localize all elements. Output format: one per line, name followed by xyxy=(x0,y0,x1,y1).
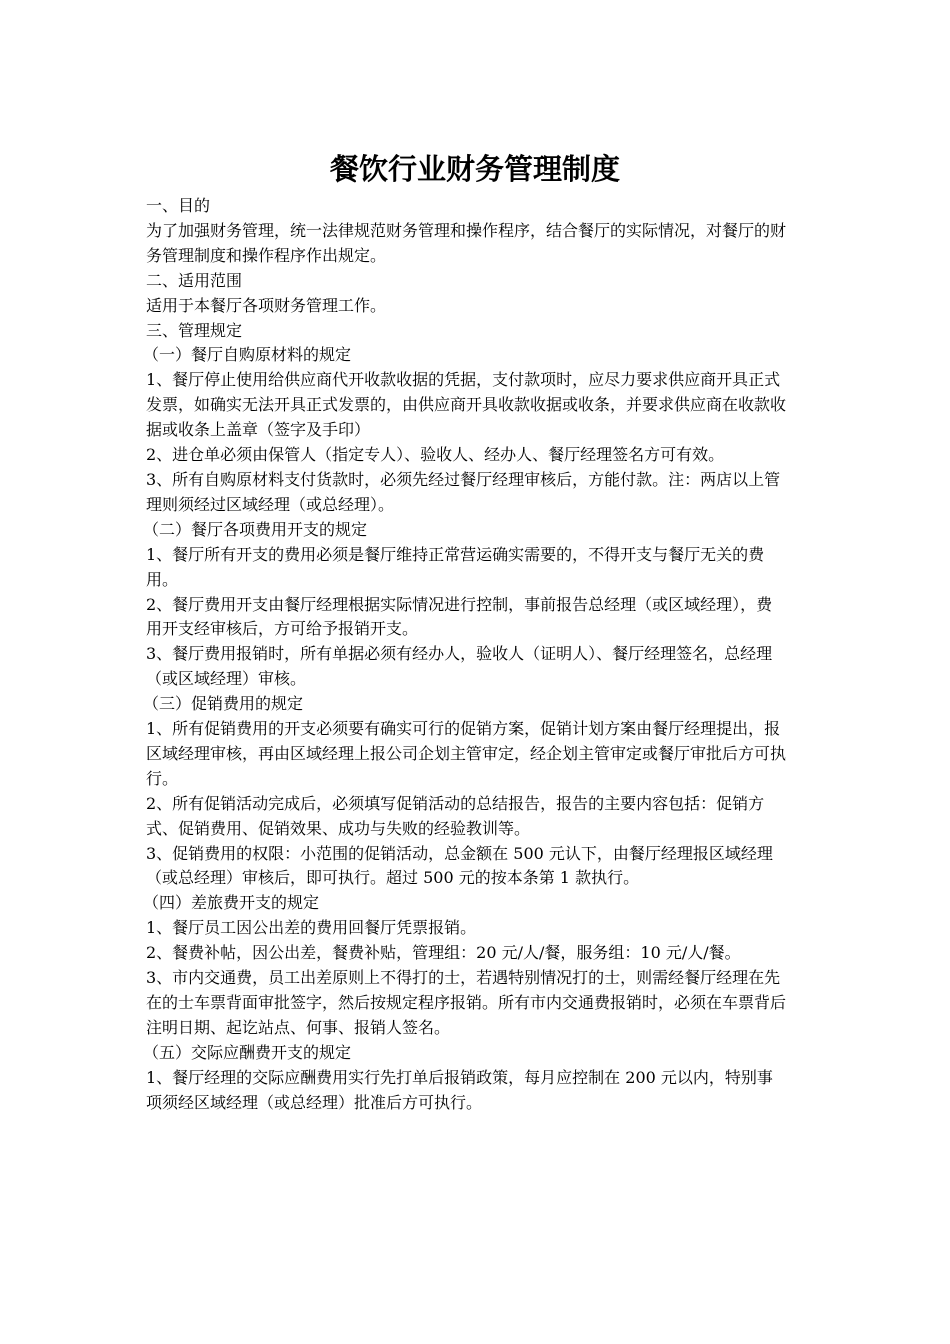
paragraph: 1、餐厅员工因公出差的费用回餐厅凭票报销。 xyxy=(146,918,477,938)
paragraph: 1、所有促销费用的开支必须要有确实可行的促销方案，促销计划方案由餐厅经理提出，报区域经理审核，再由区域经理上报公司企划主管审定，经企划主管审定或餐厅审批后方可执行。 xyxy=(146,719,787,788)
paragraph: 3、所有自购原材料支付货款时，必须先经过餐厅经理审核后，方能付款。注：两店以上管理则须经过区域经理（或总经理）。 xyxy=(146,469,781,514)
document-body xyxy=(143,194,788,1116)
document-title: 餐饮行业财务管理制度 xyxy=(329,152,620,186)
subsection-heading: （四）差旅费开支的规定 xyxy=(143,893,320,913)
section-heading: 一、目的 xyxy=(146,196,211,215)
paragraph: 适用于本餐厅各项财务管理工作。 xyxy=(146,295,387,315)
section-heading: 三、管理规定 xyxy=(146,320,243,340)
paragraph: 为了加强财务管理，统一法律规范财务管理和操作程序，结合餐厅的实际情况，对餐厅的财务管理制度和操作程序作出规定。 xyxy=(146,220,787,265)
paragraph: 1、餐厅经理的交际应酬费用实行先打单后报销政策，每月应控制在 200 元以内，特别事项须经区域经理（或总经理）批准后方可执行。 xyxy=(146,1067,773,1112)
paragraph: 2、餐厅费用开支由餐厅经理根据实际情况进行控制，事前报告总经理（或区域经理），费用开支经审核后，方可给予报销开支。 xyxy=(146,594,773,639)
paragraph: 3、市内交通费，员工出差原则上不得打的士，若遇特别情况打的士，则需经餐厅经理在先在的士车票背面审批签字，然后按规定程序报销。所有市内交通费报销时，必须在车票背后注明日期、起讫站点、何事、报销人签名。 xyxy=(146,968,787,1037)
section-heading: 二、适用范围 xyxy=(146,270,243,290)
paragraph: 1、餐厅停止使用给供应商代开收款收据的凭据，支付款项时，应尽力要求供应商开具正式发票，如确实无法开具正式发票的，由供应商开具收款收据或收条，并要求供应商在收款收据或收条上盖章（签字及手印） xyxy=(146,370,787,440)
subsection-heading: （三）促销费用的规定 xyxy=(143,694,304,714)
subsection-heading: （一）餐厅自购原材料的规定 xyxy=(143,345,352,365)
paragraph: 1、餐厅所有开支的费用必须是餐厅维持正常营运确实需要的，不得开支与餐厅无关的费用。 xyxy=(146,544,765,589)
paragraph: 3、餐厅费用报销时，所有单据必须有经办人，验收人（证明人）、餐厅经理签名，总经理（或区域经理）审核。 xyxy=(146,644,773,689)
paragraph: 2、餐费补帖，因公出差，餐费补贴，管理组：20 元/人/餐，服务组：10 元/人/餐。 xyxy=(146,943,741,963)
subsection-heading: （五）交际应酬费开支的规定 xyxy=(143,1042,352,1062)
paragraph: 3、促销费用的权限：小范围的促销活动，总金额在 500 元认下，由餐厅经理报区域经理（或总经理）审核后，即可执行。超过 500 元的按本条第 1 款执行。 xyxy=(146,843,773,888)
paragraph: 2、进仓单必须由保管人（指定专人）、验收人、经办人、餐厅经理签名方可有效。 xyxy=(146,445,725,465)
subsection-heading: （二）餐厅各项费用开支的规定 xyxy=(143,519,368,539)
paragraph: 2、所有促销活动完成后，必须填写促销活动的总结报告，报告的主要内容包括：促销方式、促销费用、促销效果、成功与失败的经验教训等。 xyxy=(146,793,765,838)
